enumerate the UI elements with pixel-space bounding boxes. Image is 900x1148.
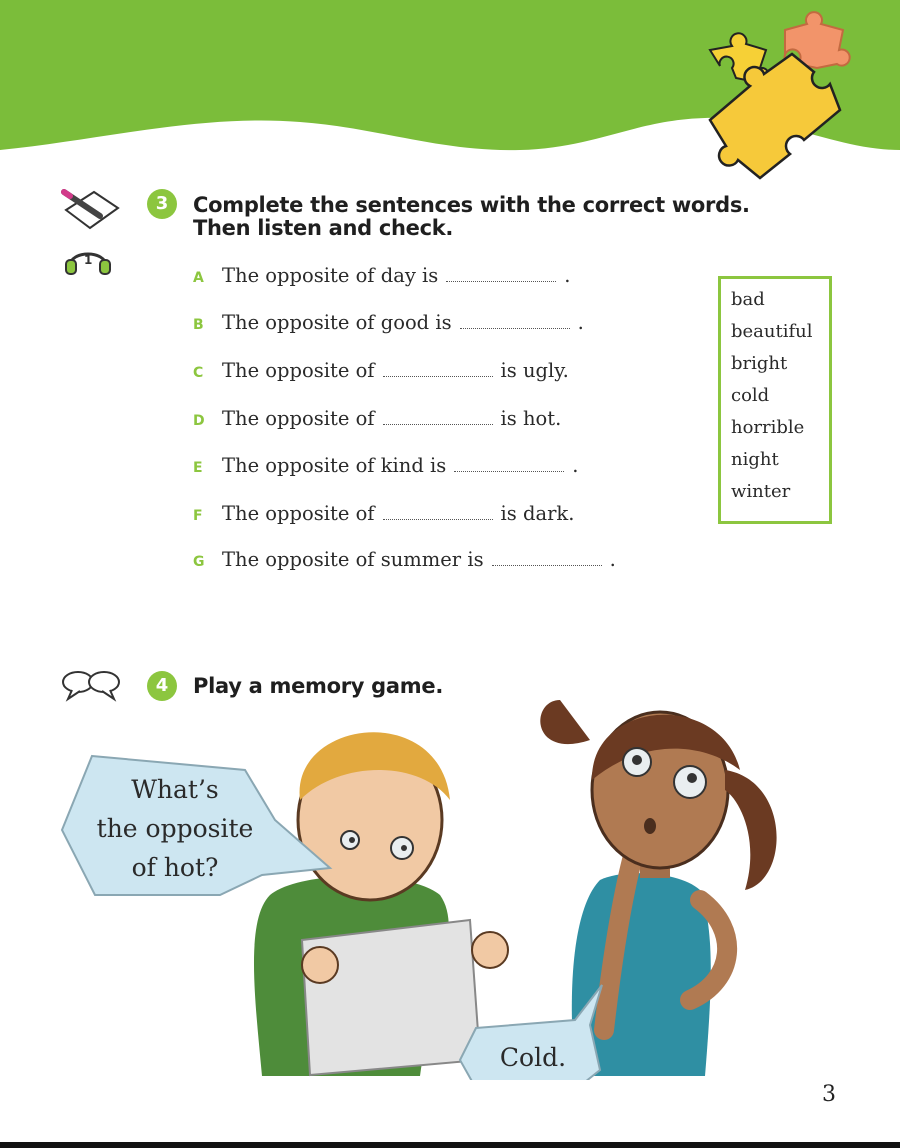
answer-blank[interactable] [383,412,493,425]
sentence-text: The opposite of day is [222,264,439,287]
exercise-3-instruction-line1: Complete the sentences with the correct words. [193,193,750,217]
sentence-end: is dark. [500,502,575,525]
sentence-end: . [577,311,584,334]
sentence-end: . [609,548,616,571]
sentence-c [193,359,569,389]
page-number: 3 [822,1082,836,1107]
item-letter: A [193,270,204,286]
answer-blank[interactable] [446,269,556,282]
pencil-paper-icon [60,186,124,232]
answer-blank[interactable] [460,316,570,329]
sentence-end: . [572,454,579,477]
headphones-icon [64,244,112,276]
audio-track-number: 1 [84,253,93,267]
word-box-item: winter [731,481,791,502]
sentence-text: The opposite of kind is [222,454,447,477]
word-box-item: beautiful [731,321,813,342]
question-bubble-line1: What’s [131,775,219,804]
word-box-item: horrible [731,417,805,438]
exercise-3-instruction-line2: Then listen and check. [193,216,454,240]
exercise-4-number: 4 [147,671,177,701]
sentence-b [193,311,584,341]
sentence-text: The opposite of [222,502,375,525]
sentence-text: The opposite of [222,407,375,430]
item-letter: B [193,317,204,333]
word-box-item: bad [731,289,765,310]
item-letter: D [193,413,205,429]
exercise-3-number: 3 [147,189,177,219]
item-letter: G [193,554,205,570]
question-bubble-line2: the opposite [96,814,254,843]
answer-blank[interactable] [492,553,602,566]
word-box-item: cold [731,385,770,406]
sentence-end: is hot. [500,407,562,430]
item-letter: F [193,508,203,524]
puzzle-pieces-icon [690,10,870,190]
answer-bubble-text: Cold. [499,1043,567,1072]
sentence-end: is ugly. [500,359,569,382]
item-letter: C [193,365,204,381]
sentence-e [193,454,578,484]
question-bubble-line3: of hot? [131,853,219,882]
boy-figure [254,732,508,1076]
answer-blank[interactable] [383,507,493,520]
sentence-f [193,502,574,532]
word-box-item: night [731,449,779,470]
item-letter: E [193,460,203,476]
answer-blank[interactable] [383,364,493,377]
sentence-text: The opposite of summer is [222,548,484,571]
sentence-a [193,264,571,294]
exercise-4-instruction: Play a memory game. [193,674,443,698]
word-box-item: bright [731,353,788,374]
word-box [718,276,832,524]
sentence-text: The opposite of [222,359,375,382]
sentence-text: The opposite of good is [222,311,452,334]
bottom-border [0,1142,900,1148]
answer-blank[interactable] [454,459,564,472]
sentence-d [193,407,561,437]
sentence-end: . [564,264,571,287]
sentence-g [193,548,616,578]
